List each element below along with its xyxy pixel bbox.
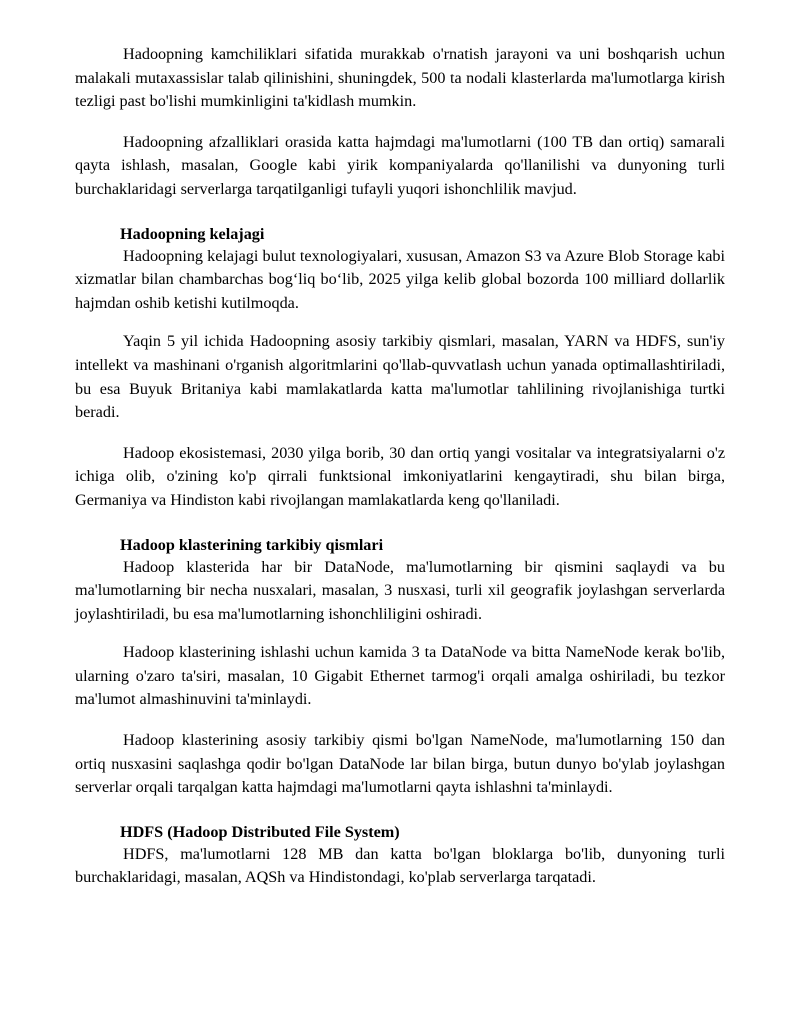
paragraph-future-ai: Yaqin 5 yil ichida Hadoopning asosiy tarkibiy qismlari, masalan, YARN va HDFS, sun'iy intellekt va mashinani o'rganish algoritmlarini qo'llab-quvvatlash uchun yanada optimallashtiriladi, bu esa Buyuk Britaniya kabi mamlakatlarda katta ma'lumotlar tahlilining rivojlanishiga turtki beradi. [75, 332, 725, 422]
paragraph-future-cloud: Hadoopning kelajagi bulut texnologiyalari, xususan, Amazon S3 va Azure Blob Storage kabi xizmatlar bilan chambarchas bog‘liq bo‘lib, 2025 yilga kelib global bozorda 100 milliard dollarlik hajmdan oshib ketishi kutilmoqda. [75, 246, 725, 312]
paragraph-hadoop-advantages: Hadoopning afzalliklari orasida katta hajmdagi ma'lumotlarni (100 TB dan ortiq) samarali qayta ishlash, masalan, Google kabi yirik kompaniyalarda qo'llanilishi va dunyoning turli burchaklaridagi serverlarga tarqatilganligi tufayli yuqori ishonchlilik mavjud. [75, 132, 725, 198]
paragraph-hadoop-drawbacks: Hadoopning kamchiliklari sifatida murakkab o'rnatish jarayoni va uni boshqarish uchun malakali mutaxassislar talab qilinishini, shuningdek, 500 ta nodali klasterlarda ma'lumotlarga kirish tezligi past bo'lishi mumkinligini ta'kidlash mumkin. [75, 45, 725, 111]
section-title-cluster: Hadoop klasterining tarkibiy qismlari [120, 535, 384, 554]
paragraph-future-ecosystem: Hadoop ekosistemasi, 2030 yilga borib, 30 dan ortiq yangi vositalar va integratsiyalarni o'z ichiga olib, o'zining ko'p qirrali funktsional imkoniyatlarini kengaytiradi, shu bilan birga, Germaniya va Hindiston kabi rivojlangan mamlakatlarda keng qo'llaniladi. [75, 443, 725, 509]
section-title-future: Hadoopning kelajagi [120, 224, 265, 243]
paragraph-cluster-datanode: Hadoop klasterida har bir DataNode, ma'lumotlarning bir qismini saqlaydi va bu ma'lumotlarning bir necha nusxalari, masalan, 3 nusxasi, turli xil geografik joylashgan serverlarda joylashtiriladi, bu esa ma'lumotlarning ishonchliligini oshiradi. [75, 557, 725, 623]
paragraph-cluster-requirements: Hadoop klasterining ishlashi uchun kamida 3 ta DataNode va bitta NameNode kerak bo'lib, ularning o'zaro ta'siri, masalan, 10 Gigabit Ethernet tarmog'i orqali amalga oshiriladi, bu tezkor ma'lumot almashinuvini ta'minlaydi. [75, 643, 725, 709]
paragraph-hdfs-blocks: HDFS, ma'lumotlarni 128 MB dan katta bo'lgan bloklarga bo'lib, dunyoning turli burchaklaridagi, masalan, AQSh va Hindistondagi, ko'plab serverlarga tarqatadi. [75, 844, 725, 887]
paragraph-cluster-namenode: Hadoop klasterining asosiy tarkibiy qismi bo'lgan NameNode, ma'lumotlarning 150 dan ortiq nusxasini saqlashga qodir bo'lgan DataNode lar bilan birga, butun dunyo bo'ylab joylashgan serverlar orqali tarqalgan katta hajmdagi ma'lumotlarni qayta ishlashni ta'minlaydi. [75, 731, 725, 797]
section-title-hdfs: HDFS (Hadoop Distributed File System) [120, 822, 400, 841]
document-page [75, 43, 725, 905]
